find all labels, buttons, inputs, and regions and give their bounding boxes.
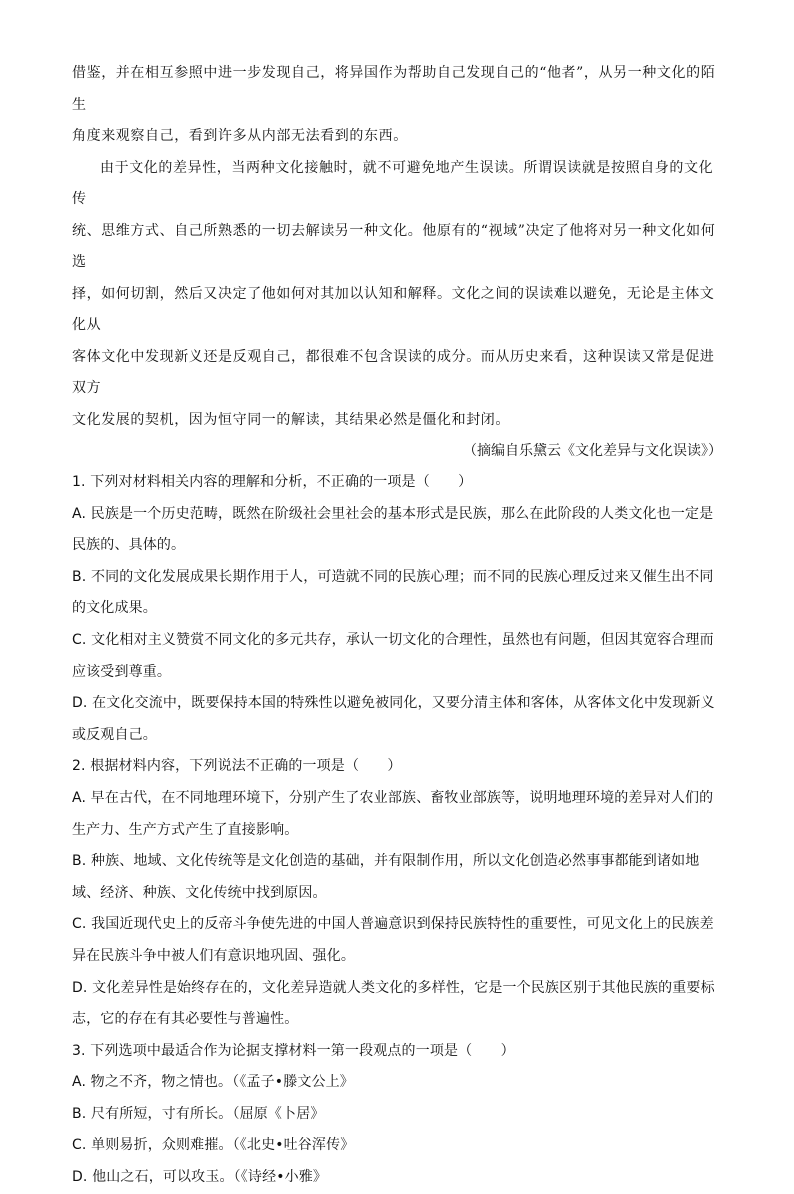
- option-line: A. 早在古代，在不同地理环境下，分别产生了农业部族、畜牧业部族等，说明地理环境的差异对人们的: [72, 789, 714, 806]
- option-line: B. 种族、地域、文化传统等是文化创造的基础，并有限制作用，所以文化创造必然事事都能到诸如地: [72, 853, 700, 870]
- option-d[interactable]: [72, 688, 722, 751]
- option-line: 异在民族斗争中被人们有意识地巩固、强化。: [72, 947, 355, 964]
- question-stem: 2. 根据材料内容，下列说法不正确的一项是（ ）: [72, 758, 402, 775]
- passage-paragraph: [72, 153, 722, 437]
- question-stem: 1. 下列对材料相关内容的理解和分析，不正确的一项是（ ）: [72, 474, 473, 490]
- option-a[interactable]: [72, 1067, 722, 1099]
- option-line: C. 文化相对主义赞赏不同文化的多元共存，承认一切文化的合理性，虽然也有问题，但因其宽容合理而: [72, 631, 714, 648]
- option-d[interactable]: [72, 1162, 722, 1194]
- option-line: D. 在文化交流中，既要保持本国的特殊性以避免被同化，又要分清主体和客体，从客体文化中发现新义: [72, 695, 715, 712]
- option-line: A. 民族是一个历史范畴，既然在阶级社会里社会的基本形式是民族，那么在此阶段的人类文化也一定是: [72, 505, 714, 522]
- option-line: 应该受到尊重。: [72, 663, 172, 680]
- option-line: D. 他山之石，可以攻玉。（《诗经•小雅》: [72, 1169, 328, 1186]
- option-line: B. 不同的文化发展成果长期作用于人，可造就不同的民族心理；而不同的民族心理反过来又催生出不同: [72, 568, 714, 585]
- option-line: 域、经济、种族、文化传统中找到原因。: [72, 884, 327, 901]
- option-b[interactable]: [72, 1099, 722, 1131]
- option-line: 或反观自己。: [72, 726, 157, 743]
- option-c[interactable]: [72, 1130, 722, 1162]
- question-1: [72, 467, 722, 751]
- passage-source: （摘编自乐黛云《文化差异与文化误读》）: [463, 443, 722, 459]
- document-page: [72, 58, 722, 1194]
- passage-line: 借鉴，并在相互参照中进一步发现自己，将异国作为帮助自己发现自己的“他者”，从另一种文化的陌生: [72, 65, 716, 113]
- passage-line: 客体文化中发现新义还是反观自己，都很难不包含误读的成分。而从历史来看，这种误读又常是促进双方: [72, 348, 715, 396]
- option-a[interactable]: [72, 783, 722, 846]
- option-line: B. 尺有所短，寸有所长。（屈原《卜居》: [72, 1105, 325, 1122]
- option-c[interactable]: [72, 909, 722, 972]
- option-b[interactable]: [72, 562, 722, 625]
- option-c[interactable]: [72, 625, 722, 688]
- option-line: C. 单则易折，众则难摧。（《北史•吐谷浑传》: [72, 1137, 355, 1154]
- option-line: 生产力、生产方式产生了直接影响。: [72, 821, 299, 838]
- option-b[interactable]: [72, 846, 722, 909]
- question-3: [72, 1036, 722, 1194]
- passage-line: 择，如何切割，然后又决定了他如何对其加以认知和解释。文化之间的误读难以避免，无论是主体文化从: [72, 285, 715, 333]
- option-line: 民族的、具体的。: [72, 537, 186, 554]
- passage-line: 统、思维方式、自己所熟悉的一切去解读另一种文化。他原有的“视域”决定了他将对另一种文化如何选: [72, 222, 716, 270]
- question-stem: 3. 下列选项中最适合作为论据支撑材料一第一段观点的一项是（ ）: [72, 1042, 515, 1059]
- option-line: D. 文化差异性是始终存在的，文化差异造就人类文化的多样性，它是一个民族区别于其他民族的重要标: [72, 979, 715, 996]
- option-line: C. 我国近现代史上的反帝斗争使先进的中国人普遍意识到保持民族特性的重要性，可见文化上的民族差: [72, 916, 714, 933]
- question-2: [72, 751, 722, 1035]
- passage: [72, 58, 722, 436]
- passage-line: 文化发展的契机，因为恒守同一的解读，其结果必然是僵化和封闭。: [72, 411, 510, 428]
- option-line: A. 物之不齐，物之情也。（《孟子•滕文公上》: [72, 1074, 354, 1091]
- option-a[interactable]: [72, 499, 722, 562]
- passage-paragraph: [72, 58, 722, 153]
- passage-line: 由于文化的差异性，当两种文化接触时，就不可避免地产生误读。所谓误读就是按照自身的文化传: [72, 159, 714, 207]
- passage-line: 角度来观察自己，看到许多从内部无法看到的东西。: [72, 128, 408, 144]
- option-line: 志，它的存在有其必要性与普遍性。: [72, 1011, 299, 1028]
- option-d[interactable]: [72, 973, 722, 1036]
- option-line: 的文化成果。: [72, 600, 157, 617]
